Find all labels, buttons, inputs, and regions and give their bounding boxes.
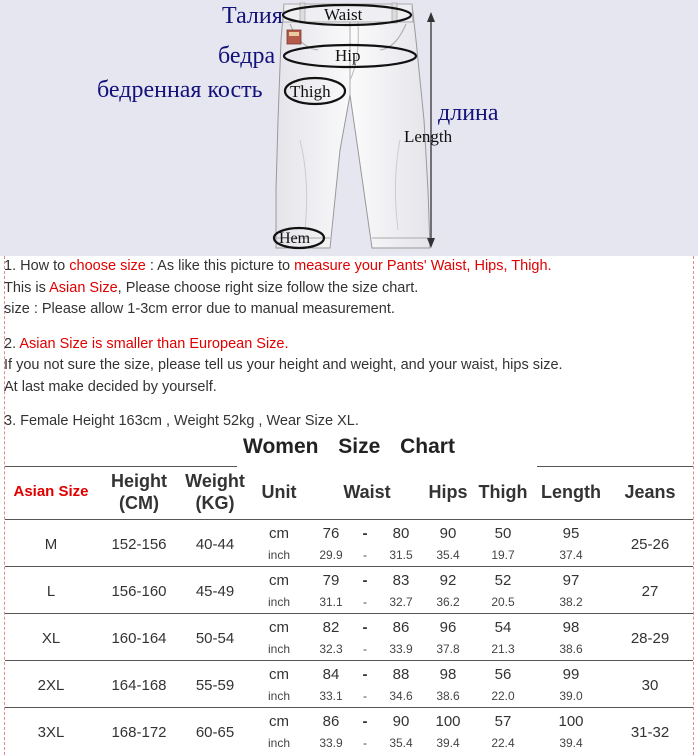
waist-range-dash: - <box>353 707 377 732</box>
thigh-cm-cell: 52 <box>471 566 535 591</box>
header-hips: Hips <box>428 481 468 502</box>
length-cm-cell: 98 <box>535 613 607 638</box>
hips-cm-cell: 100 <box>425 707 471 732</box>
unit-cm-cell: cm <box>249 613 309 638</box>
header-length: Length <box>541 481 601 502</box>
unit-inch-cell: inch <box>267 547 290 562</box>
size-notes <box>4 256 694 433</box>
waist-max-cm-cell: 88 <box>377 660 425 685</box>
hips-inch-cell: 38.6 <box>436 688 460 703</box>
waist-min-inch-cell: 33.1 <box>319 688 343 703</box>
note-line-5: If you not sure the size, please tell us your height and weight, and your waist, hips size. <box>4 357 563 373</box>
waist-max-inch-cell: 35.4 <box>389 736 413 750</box>
waist-max-inch-cell: 32.7 <box>389 594 413 609</box>
height-cell: 160-164 <box>97 613 181 660</box>
hips-inch-cell: 35.4 <box>436 547 460 562</box>
header-thigh: Thigh <box>478 481 528 502</box>
size-cell: 2XL <box>5 660 97 707</box>
note-text: 2. <box>4 335 20 352</box>
thigh-inch-cell: 22.4 <box>491 736 515 750</box>
length-inch-cell: 39.4 <box>559 736 583 750</box>
length-inch-cell: 39.0 <box>559 688 583 703</box>
note-text: : As like this picture to <box>145 258 295 274</box>
note-line-4 <box>4 334 694 356</box>
waist-min-cm-cell: 82 <box>309 613 353 638</box>
weight-cell: 50-54 <box>181 613 249 660</box>
belt-loop <box>300 3 305 23</box>
waist-max-cm-cell: 83 <box>377 566 425 591</box>
note-line-1 <box>4 256 694 278</box>
waist-range-dash: - <box>353 566 377 591</box>
waist-label-en: Waist <box>324 5 363 24</box>
length-inch-cell: 37.4 <box>559 547 583 562</box>
size-cell: M <box>5 519 97 566</box>
unit-inch-cell: inch <box>267 641 290 656</box>
belt-loop <box>392 3 397 23</box>
hips-cm-cell: 90 <box>425 519 471 544</box>
unit-inch-cell: inch <box>267 594 290 609</box>
header-waist: Waist <box>343 481 391 502</box>
note-text: , Please choose right size follow the size chart. <box>117 279 419 296</box>
height-cell: 156-160 <box>97 566 181 613</box>
waist-max-inch-cell: 31.5 <box>389 547 413 562</box>
waist-range-dash: - <box>363 594 367 609</box>
waist-min-inch-cell: 32.3 <box>319 641 343 656</box>
size-cell: L <box>5 566 97 613</box>
hips-cm-cell: 92 <box>425 566 471 591</box>
hips-inch-cell: 39.4 <box>436 736 460 750</box>
hips-cm-cell: 98 <box>425 660 471 685</box>
unit-inch-cell: inch <box>267 688 290 703</box>
note-line-6: At last make decided by yourself. <box>4 378 217 395</box>
thigh-inch-cell: 22.0 <box>491 688 515 703</box>
hips-inch-cell: 37.8 <box>436 641 460 656</box>
hip-label-en: Hip <box>335 46 361 65</box>
height-cell: 168-172 <box>97 707 181 754</box>
size-cell: 3XL <box>5 707 97 754</box>
weight-cell: 40-44 <box>181 519 249 566</box>
thigh-cm-cell: 54 <box>471 613 535 638</box>
weight-cell: 60-65 <box>181 707 249 754</box>
size-chart-table <box>5 465 693 754</box>
waist-max-cm-cell: 86 <box>377 613 425 638</box>
note-text: 1. How to <box>4 258 70 274</box>
highlight-text: measure your Pants' Waist, Hips, Thigh. <box>294 258 552 274</box>
note-line-3: size : Please allow 1-3cm error due to manual measurement. <box>4 301 395 317</box>
waist-range-dash: - <box>363 641 367 656</box>
table-row <box>5 660 693 685</box>
thigh-cm-cell: 56 <box>471 660 535 685</box>
waist-range-dash: - <box>353 660 377 685</box>
header-jeans: Jeans <box>624 481 676 502</box>
waist-max-cm-cell: 90 <box>377 707 425 732</box>
length-inch-cell: 38.2 <box>559 594 583 609</box>
highlight-text: choose size <box>69 258 146 274</box>
table-header-row <box>5 465 693 519</box>
weight-cell: 55-59 <box>181 660 249 707</box>
pants-illustration <box>0 0 698 256</box>
waist-min-cm-cell: 84 <box>309 660 353 685</box>
waist-min-cm-cell: 76 <box>309 519 353 544</box>
waist-range-dash: - <box>363 547 367 562</box>
waist-max-cm-cell: 80 <box>377 519 425 544</box>
jeans-cell: 30 <box>607 660 693 707</box>
hem-label-en: Hem <box>279 230 311 247</box>
table-row <box>5 519 693 544</box>
thigh-cm-cell: 57 <box>471 707 535 732</box>
waist-min-cm-cell: 86 <box>309 707 353 732</box>
table-row <box>5 613 693 638</box>
size-cell: XL <box>5 613 97 660</box>
jeans-cell: 27 <box>607 566 693 613</box>
note-line-2 <box>4 278 694 300</box>
waist-min-inch-cell: 31.1 <box>319 594 343 609</box>
unit-cm-cell: cm <box>249 519 309 544</box>
size-chart-title: Women Size Chart <box>243 435 455 458</box>
pants-measurement-diagram <box>0 0 698 256</box>
waist-max-inch-cell: 33.9 <box>389 641 413 656</box>
thigh-cm-cell: 50 <box>471 519 535 544</box>
jeans-cell: 25-26 <box>607 519 693 566</box>
jeans-cell: 31-32 <box>607 707 693 754</box>
length-label-en: Length <box>404 127 453 146</box>
unit-cm-cell: cm <box>249 566 309 591</box>
height-cell: 164-168 <box>97 660 181 707</box>
weight-cell: 45-49 <box>181 566 249 613</box>
waist-range-dash: - <box>353 519 377 544</box>
unit-inch-cell: inch <box>267 736 290 750</box>
hips-label-ru: бедра <box>218 43 276 69</box>
header-unit: Unit <box>261 481 297 502</box>
length-cm-cell: 97 <box>535 566 607 591</box>
height-cell: 152-156 <box>97 519 181 566</box>
note-text: This is <box>4 279 50 296</box>
waist-max-inch-cell: 34.6 <box>389 688 413 703</box>
length-label-ru: длина <box>438 100 499 126</box>
length-cm-cell: 95 <box>535 519 607 544</box>
length-cm-cell: 100 <box>535 707 607 732</box>
highlight-text: Asian Size is smaller than European Size. <box>19 335 289 352</box>
waist-range-dash: - <box>353 613 377 638</box>
waist-label-ru: Талия <box>222 3 283 29</box>
length-inch-cell: 38.6 <box>559 641 583 656</box>
thigh-inch-cell: 20.5 <box>491 594 515 609</box>
waist-min-inch-cell: 33.9 <box>319 736 343 750</box>
hips-inch-cell: 36.2 <box>436 594 460 609</box>
note-line-7: 3. Female Height 163cm , Weight 52kg , Wear Size XL. <box>4 413 359 429</box>
length-cm-cell: 99 <box>535 660 607 685</box>
waist-range-dash: - <box>363 736 367 750</box>
header-weight: Weight (KG) <box>185 470 245 513</box>
waist-min-cm-cell: 79 <box>309 566 353 591</box>
unit-cm-cell: cm <box>249 660 309 685</box>
table-row <box>5 566 693 591</box>
header-height: Height (CM) <box>111 470 167 513</box>
thigh-label-ru: бедренная кость <box>97 77 263 103</box>
unit-cm-cell: cm <box>249 707 309 732</box>
thigh-inch-cell: 21.3 <box>491 641 515 656</box>
jeans-cell: 28-29 <box>607 613 693 660</box>
thigh-inch-cell: 19.7 <box>491 547 515 562</box>
waist-min-inch-cell: 29.9 <box>319 547 343 562</box>
table-row <box>5 707 693 732</box>
waist-range-dash: - <box>363 688 367 703</box>
hips-cm-cell: 96 <box>425 613 471 638</box>
header-asian-size: Asian Size <box>13 482 89 500</box>
highlight-text: Asian Size <box>49 279 118 296</box>
thigh-label-en: Thigh <box>290 82 331 101</box>
